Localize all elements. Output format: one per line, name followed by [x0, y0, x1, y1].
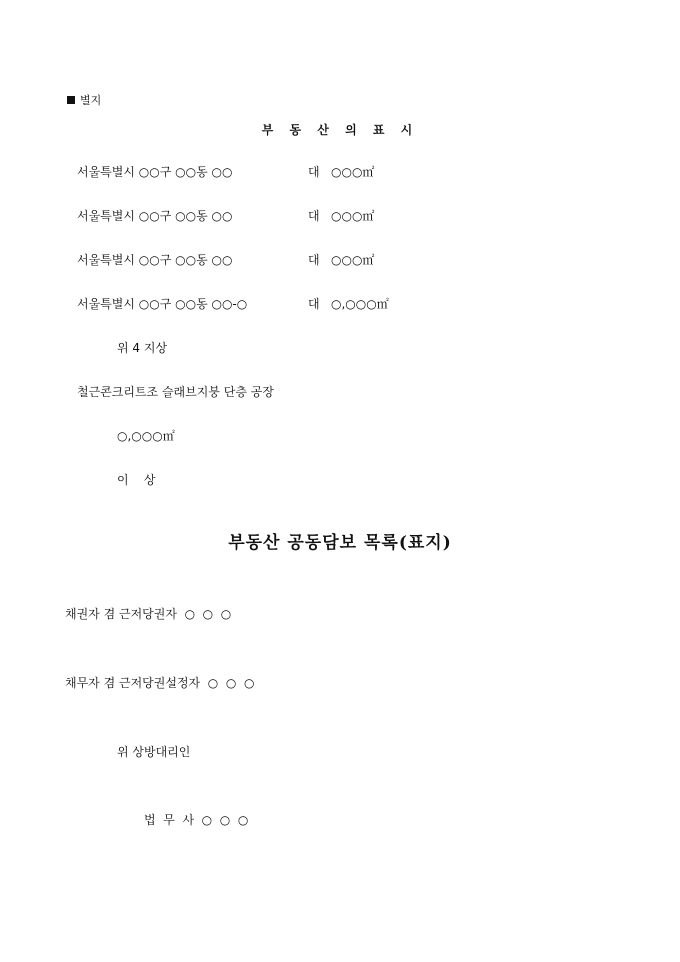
- agent-line: 위 상방대리인: [117, 745, 191, 759]
- land-category: 대: [308, 165, 320, 179]
- building-area: ○,○○○㎡: [117, 429, 175, 443]
- debtor-line: 채무자 겸 근저당권설정자 ○ ○ ○: [65, 676, 255, 690]
- land-area: ○○○㎡: [331, 209, 375, 223]
- end-mark: 이 상: [117, 473, 156, 487]
- land-area: ○,○○○㎡: [331, 297, 389, 311]
- land-category: 대: [308, 209, 320, 223]
- catalog-title: 부동산 공동담보 목록(표지): [228, 533, 452, 553]
- land-address: 서울특별시 ○○구 ○○동 ○○-○: [77, 297, 248, 311]
- black-square-icon: [67, 96, 75, 104]
- land-area: ○○○㎡: [331, 253, 375, 267]
- attachment-label: [60, 80, 101, 108]
- property-title: 부 동 산 의 표 시: [261, 123, 419, 137]
- land-address: 서울특별시 ○○구 ○○동 ○○: [77, 209, 233, 223]
- land-category: 대: [308, 297, 320, 311]
- land-address: 서울특별시 ○○구 ○○동 ○○: [77, 253, 233, 267]
- creditor-line: 채권자 겸 근저당권자 ○ ○ ○: [65, 607, 232, 621]
- attachment-label-text: 별지: [80, 94, 102, 107]
- land-area: ○○○㎡: [331, 165, 375, 179]
- land-address: 서울특별시 ○○구 ○○동 ○○: [77, 165, 233, 179]
- building-structure: 철근콘크리트조 슬래브지붕 단층 공장: [77, 385, 274, 399]
- scrivener-line: 법 무 사 ○ ○ ○: [144, 813, 249, 827]
- ground-note: 위 4 지상: [117, 341, 168, 355]
- land-category: 대: [308, 253, 320, 267]
